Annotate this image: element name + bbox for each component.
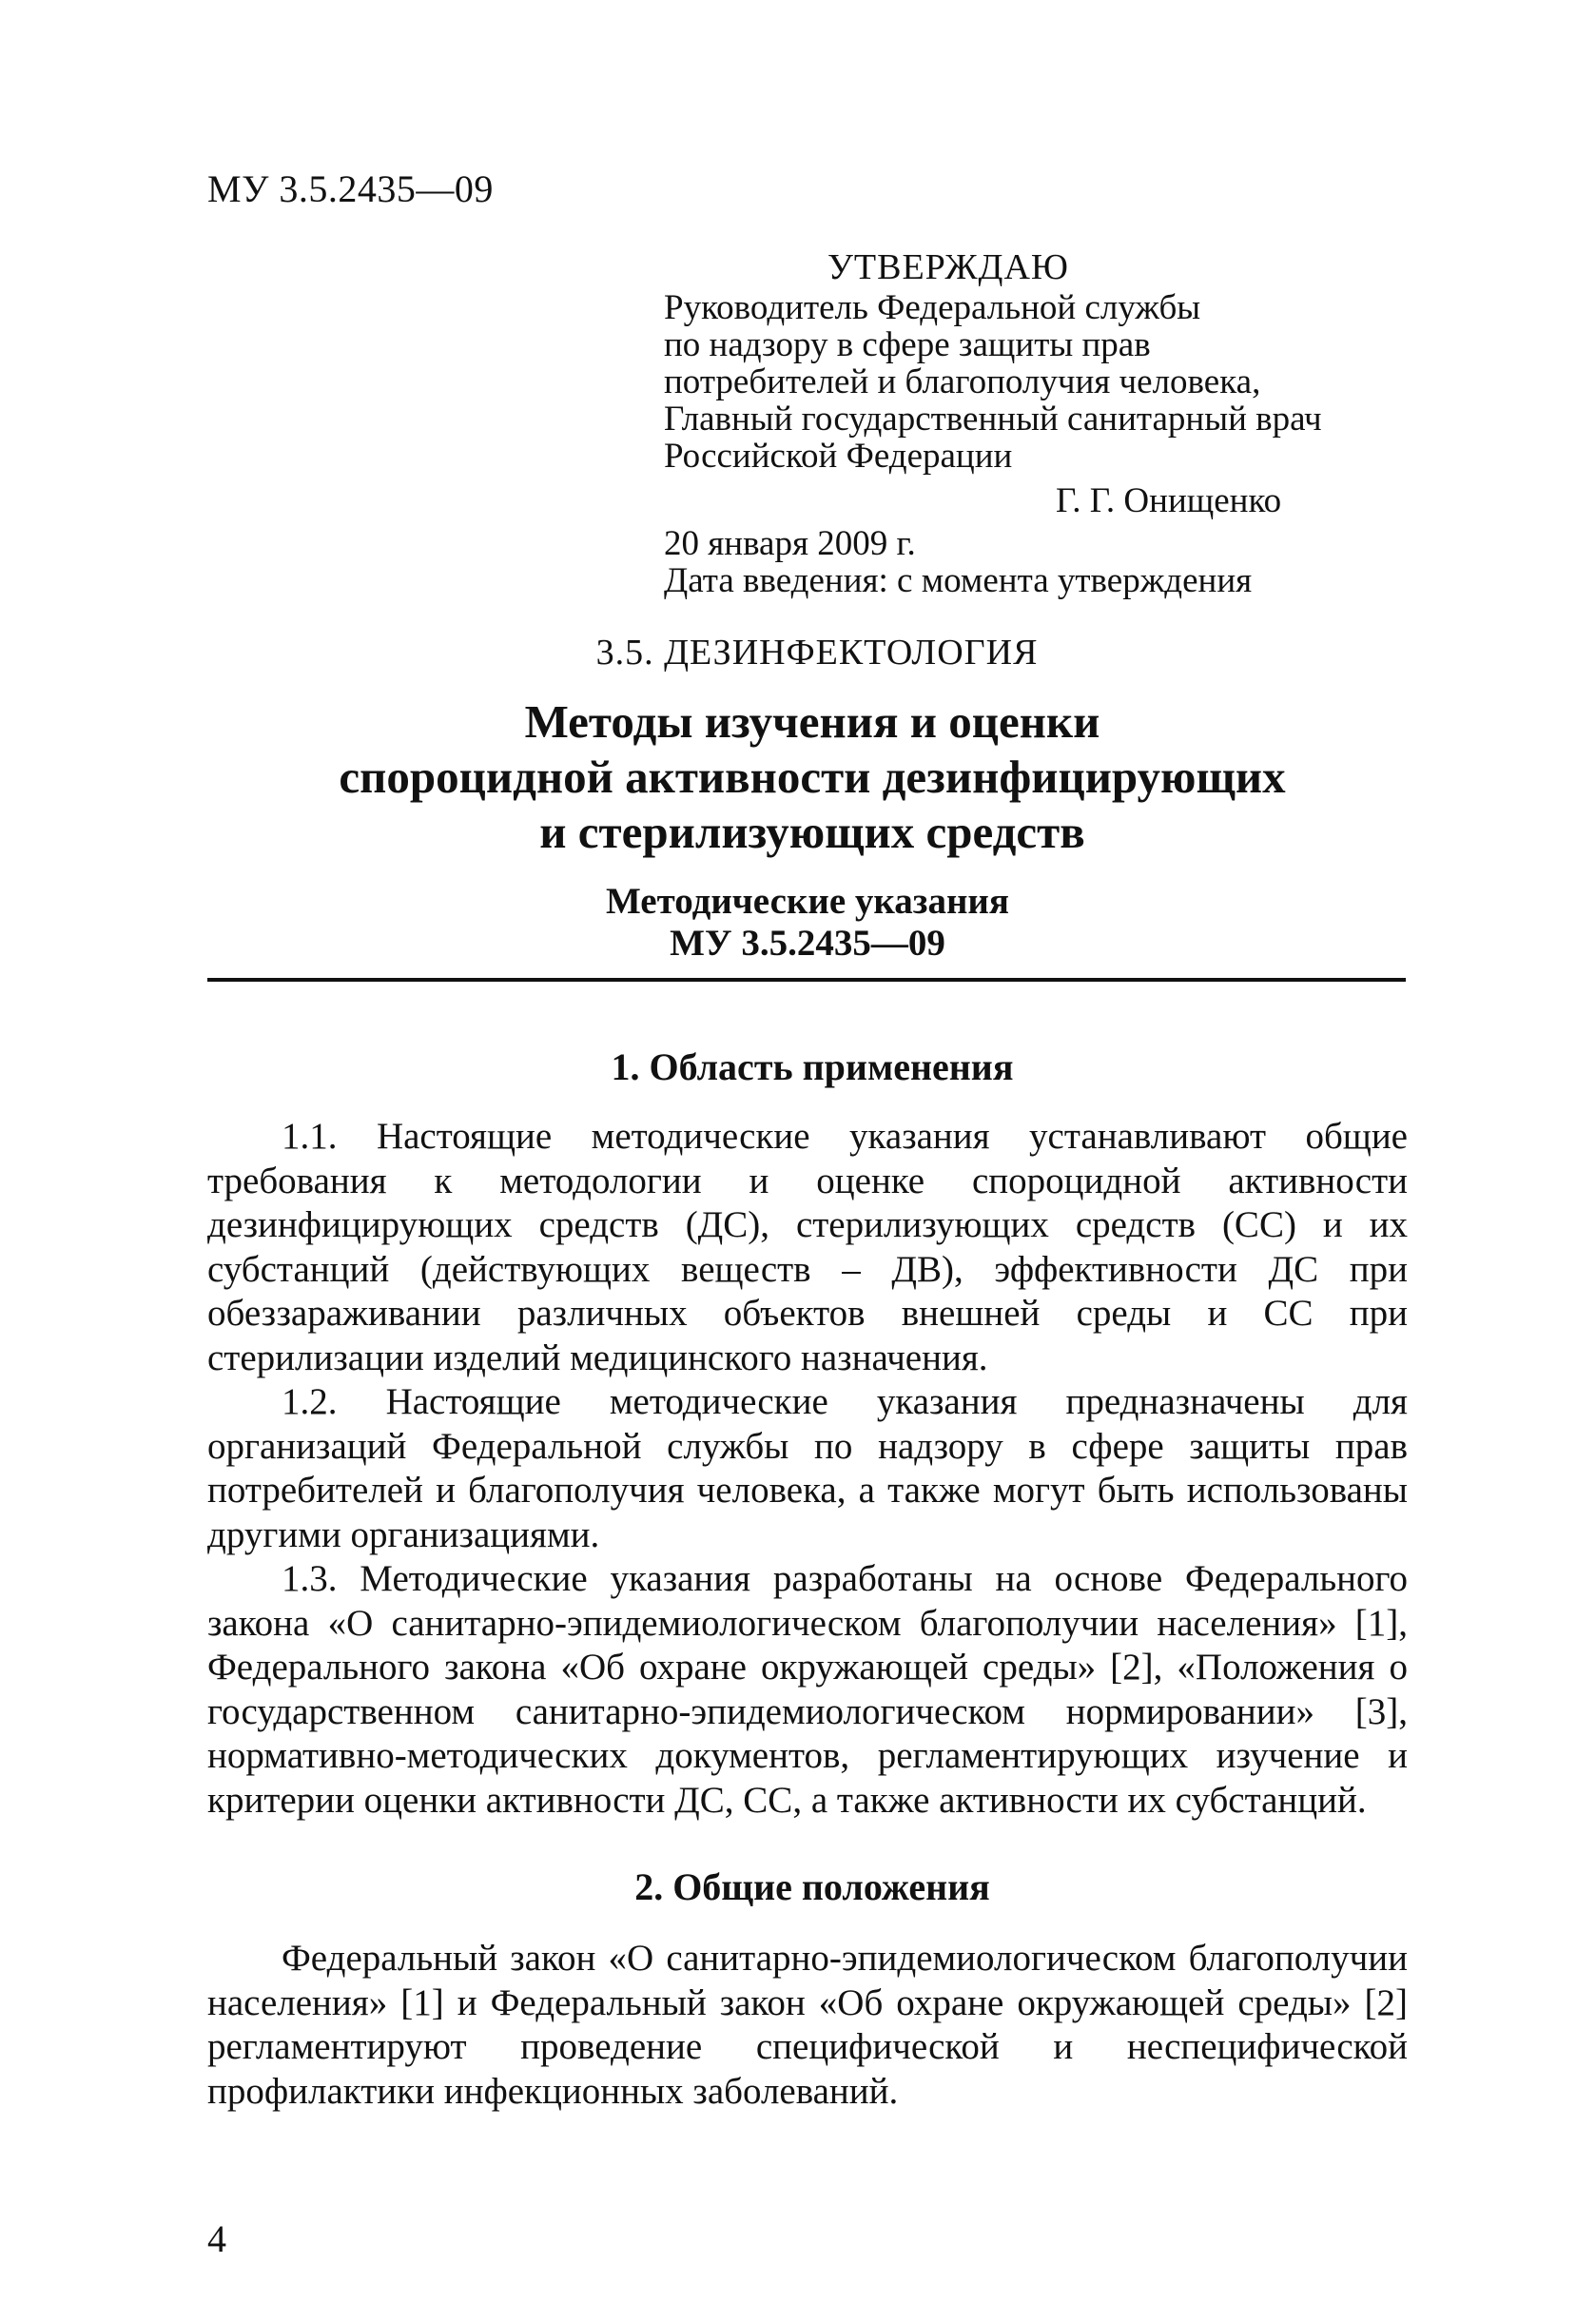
approval-block: [664, 249, 1425, 599]
document-title: [0, 694, 1596, 860]
approval-date: 20 января 2009 г.: [664, 524, 916, 563]
section-1-heading: 1. Область применения: [611, 1045, 1014, 1088]
subtitle-line: Методические указания: [605, 881, 1009, 922]
title-line: спороцидной активности дезинфицирующих: [339, 751, 1286, 803]
section-label: 3.5. ДЕЗИНФЕКТОЛОГИЯ: [595, 633, 1039, 673]
section-2-body: [207, 1937, 1408, 2114]
paragraph: 1.2. Настоящие методические указания предназначены для организаций Федеральной службы по надзору в сфере защиты прав потребителей и благополучия человека, а также могут быть использованы другими организациями.: [207, 1381, 1408, 1555]
approval-line: Главный государственный санитарный врач: [664, 400, 1322, 439]
section-2-heading: 2. Общие положения: [634, 1865, 990, 1908]
title-line: Методы изучения и оценки: [524, 695, 1100, 748]
title-divider: [207, 978, 1406, 982]
effective-date: Дата введения: с момента утверждения: [664, 561, 1253, 600]
subtitle-line: МУ 3.5.2435—09: [670, 923, 945, 964]
paragraph: 1.3. Методические указания разработаны на основе Федерального закона «О санитарно-эпидемиологическом благополучии населения» [1], Федерального закона «Об охране окружающей среды» [2], «Положения о государственном санитарно-эпидемиологическом нормировании» [3], нормативно-методических документов, регламентирующих изучение и критерии оценки активности ДС, СС, а также активности их субстанций.: [207, 1558, 1408, 1821]
title-line: и стерилизующих средств: [539, 806, 1085, 858]
paragraph: 1.1. Настоящие методические указания устанавливают общие требования к методологии и оценке спороцидной активности дезинфицирующих средств (ДС), стерилизующих средств (СС) и их субстанций (действующих веществ – ДВ), эффективности ДС при обеззараживании различных объектов внешней среды и СС при стерилизации изделий медицинского назначения.: [207, 1116, 1408, 1378]
approval-line: потребителей и благополучия человека,: [664, 362, 1261, 401]
approval-signer: Г. Г. Онищенко: [1056, 481, 1282, 520]
approval-heading: УТВЕРЖДАЮ: [827, 247, 1069, 287]
paragraph: Федеральный закон «О санитарно-эпидемиологическом благополучии населения» [1] и Федеральный закон «Об охране окружающей среды» [2] регламентируют проведение специфической и неспецифической профилактики инфекционных заболеваний.: [207, 1938, 1408, 2112]
document-code: МУ 3.5.2435—09: [207, 167, 494, 210]
approval-line: по надзору в сфере защиты прав: [664, 325, 1151, 364]
page-number: 4: [207, 2217, 226, 2260]
approval-line: Руководитель Федеральной службы: [664, 288, 1201, 327]
document-subtitle: [0, 881, 1596, 965]
section-1-body: [207, 1115, 1408, 1823]
approval-line: Российской Федерации: [664, 437, 1013, 476]
